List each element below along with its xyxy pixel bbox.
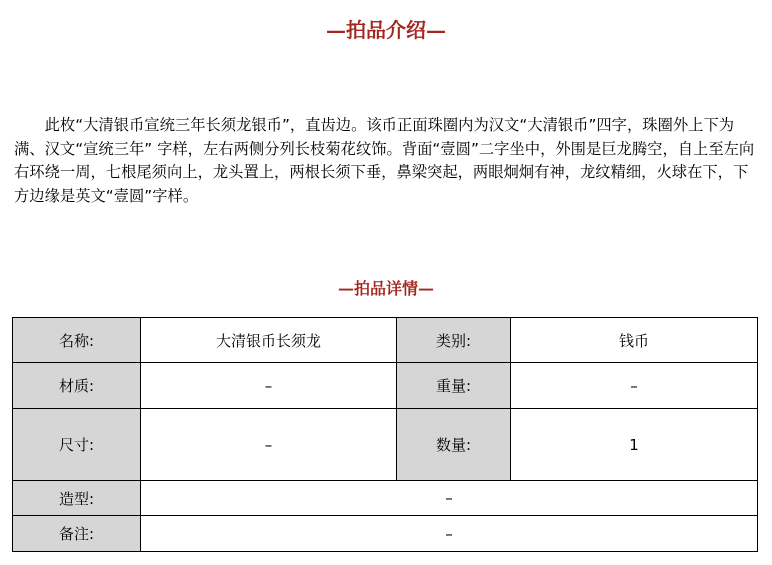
table-row (13, 363, 758, 409)
details-heading: —拍品详情— (337, 279, 434, 298)
material-value: – (141, 363, 397, 409)
shape-label: 造型: (13, 481, 141, 516)
weight-value: – (511, 363, 758, 409)
details-table (12, 317, 758, 552)
remark-label: 备注: (13, 516, 141, 552)
table-row (13, 409, 758, 481)
intro-text: 此枚“大清银币宣统三年长须龙银币”，直齿边。该币正面珠圈内为汉文“大清银币”四字，珠圈外上下为满、汉文“宣统三年” 字样，左右两侧分列长枝菊花纹饰。背面“壹圆”二字坐中，外围是巨龙腾空，自上至左向右环绕一周，七根尾须向上，龙头置上，两根长须下垂，鼻梁突起，两眼炯炯有神，龙纹精细，火球在下，下方边缘是英文“壹圆”字样。 (14, 116, 755, 205)
weight-label: 重量: (397, 363, 511, 409)
size-value: – (141, 409, 397, 481)
intro-heading: —拍品介绍— (326, 18, 446, 42)
material-label: 材质: (13, 363, 141, 409)
name-label: 名称: (13, 318, 141, 363)
quantity-value: 1 (511, 409, 758, 481)
shape-value: – (141, 481, 758, 516)
remark-value: – (141, 516, 758, 552)
name-value: 大清银币长须龙 (141, 318, 397, 363)
quantity-label: 数量: (397, 409, 511, 481)
table-row (13, 516, 758, 552)
category-value: 钱币 (511, 318, 758, 363)
table-row (13, 481, 758, 516)
size-label: 尺寸: (13, 409, 141, 481)
category-label: 类别: (397, 318, 511, 363)
table-row (13, 318, 758, 363)
